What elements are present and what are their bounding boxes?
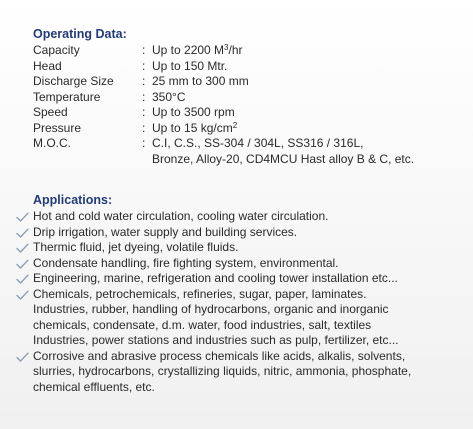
spec-row-head — [33, 59, 453, 75]
spec-row-moc — [33, 136, 453, 167]
applications-list — [16, 209, 466, 395]
spec-row-capacity — [33, 43, 453, 59]
list-item-text: Hot and cold water circulation, cooling water circulation. — [33, 209, 329, 223]
spec-label: Temperature — [33, 89, 101, 104]
list-item-text: Drip irrigation, water supply and building services. — [33, 224, 298, 239]
applications-heading: Applications: — [33, 193, 113, 207]
spec-value-text: Up to 2200 M — [152, 43, 225, 57]
spec-value: 25 mm to 300 mm — [152, 74, 249, 88]
spec-colon: : — [142, 120, 146, 135]
spec-row-speed — [33, 105, 453, 121]
list-item-text: Chemicals, petrochemicals, refineries, sugar, paper, laminates. — [33, 286, 367, 301]
spec-row-temperature — [33, 90, 453, 106]
spec-row-discharge-size — [33, 74, 453, 90]
checkmark-icon — [16, 349, 30, 364]
checkmark-icon — [16, 287, 30, 302]
list-item-text: Industries, rubber, handling of hydrocarbons, organic and inorganic — [33, 302, 389, 316]
spec-colon: : — [142, 136, 146, 150]
spec-value: 350°C — [152, 89, 186, 104]
list-item — [16, 349, 466, 396]
list-item — [16, 271, 466, 287]
checkmark-icon — [16, 209, 30, 224]
spec-value: Up to 3500 rpm — [152, 105, 235, 119]
list-item — [16, 225, 466, 241]
spec-value-text: Up to 15 kg/cm — [152, 120, 233, 135]
list-item — [16, 256, 466, 272]
superscript: 3 — [224, 43, 229, 52]
list-item-text: chemicals, condensate, d.m. water, food industries, salt, textiles — [33, 317, 372, 332]
spec-label: Capacity — [33, 43, 80, 57]
list-item — [16, 287, 466, 349]
spec-colon: : — [142, 58, 146, 73]
checkmark-icon — [16, 240, 30, 255]
operating-data-heading: Operating Data: — [33, 27, 127, 41]
spec-value — [152, 43, 243, 59]
spec-colon: : — [142, 105, 146, 119]
spec-value-continued: Bronze, Alloy-20, CD4MCU Hast alloy B & C, etc. — [152, 151, 415, 166]
list-item-text: Industries, power stations and industries such as pulp, fertilizer, etc... — [33, 333, 399, 347]
superscript: 2 — [232, 120, 238, 130]
spec-value — [152, 121, 237, 137]
spec-label: M.O.C. — [33, 136, 71, 150]
operating-data-table — [33, 43, 453, 167]
spec-label: Pressure — [33, 120, 82, 135]
checkmark-icon — [16, 225, 30, 240]
spec-colon: : — [142, 89, 146, 104]
spec-colon: : — [142, 74, 146, 88]
list-item-text: Corrosive and abrasive process chemicals like acids, alkalis, solvents, — [33, 348, 406, 363]
spec-label: Speed — [33, 105, 68, 119]
checkmark-icon — [16, 256, 30, 271]
list-item-text: slurries, hydrocarbons, crystallizing liquids, nitric, ammonia, phosphate, — [33, 364, 412, 378]
list-item-text: Engineering, marine, refrigeration and cooling tower installation etc... — [33, 271, 398, 285]
spec-value-unit: /hr — [228, 43, 243, 57]
spec-label: Discharge Size — [33, 74, 114, 88]
spec-value: Up to 150 Mtr. — [152, 58, 228, 73]
list-item-text: Thermic fluid, jet dyeing, volatile fluids. — [33, 240, 239, 254]
checkmark-icon — [16, 271, 30, 286]
list-item-text: Condensate handling, fire fighting system, environmental. — [33, 255, 339, 270]
spec-label: Head — [33, 58, 62, 73]
spec-colon: : — [142, 43, 146, 57]
spec-value: C.I, C.S., SS-304 / 304L, SS316 / 316L, — [152, 136, 364, 150]
list-item — [16, 240, 466, 256]
list-item-text: chemical effluents, etc. — [33, 379, 155, 394]
spec-row-pressure — [33, 121, 453, 137]
list-item — [16, 209, 466, 225]
